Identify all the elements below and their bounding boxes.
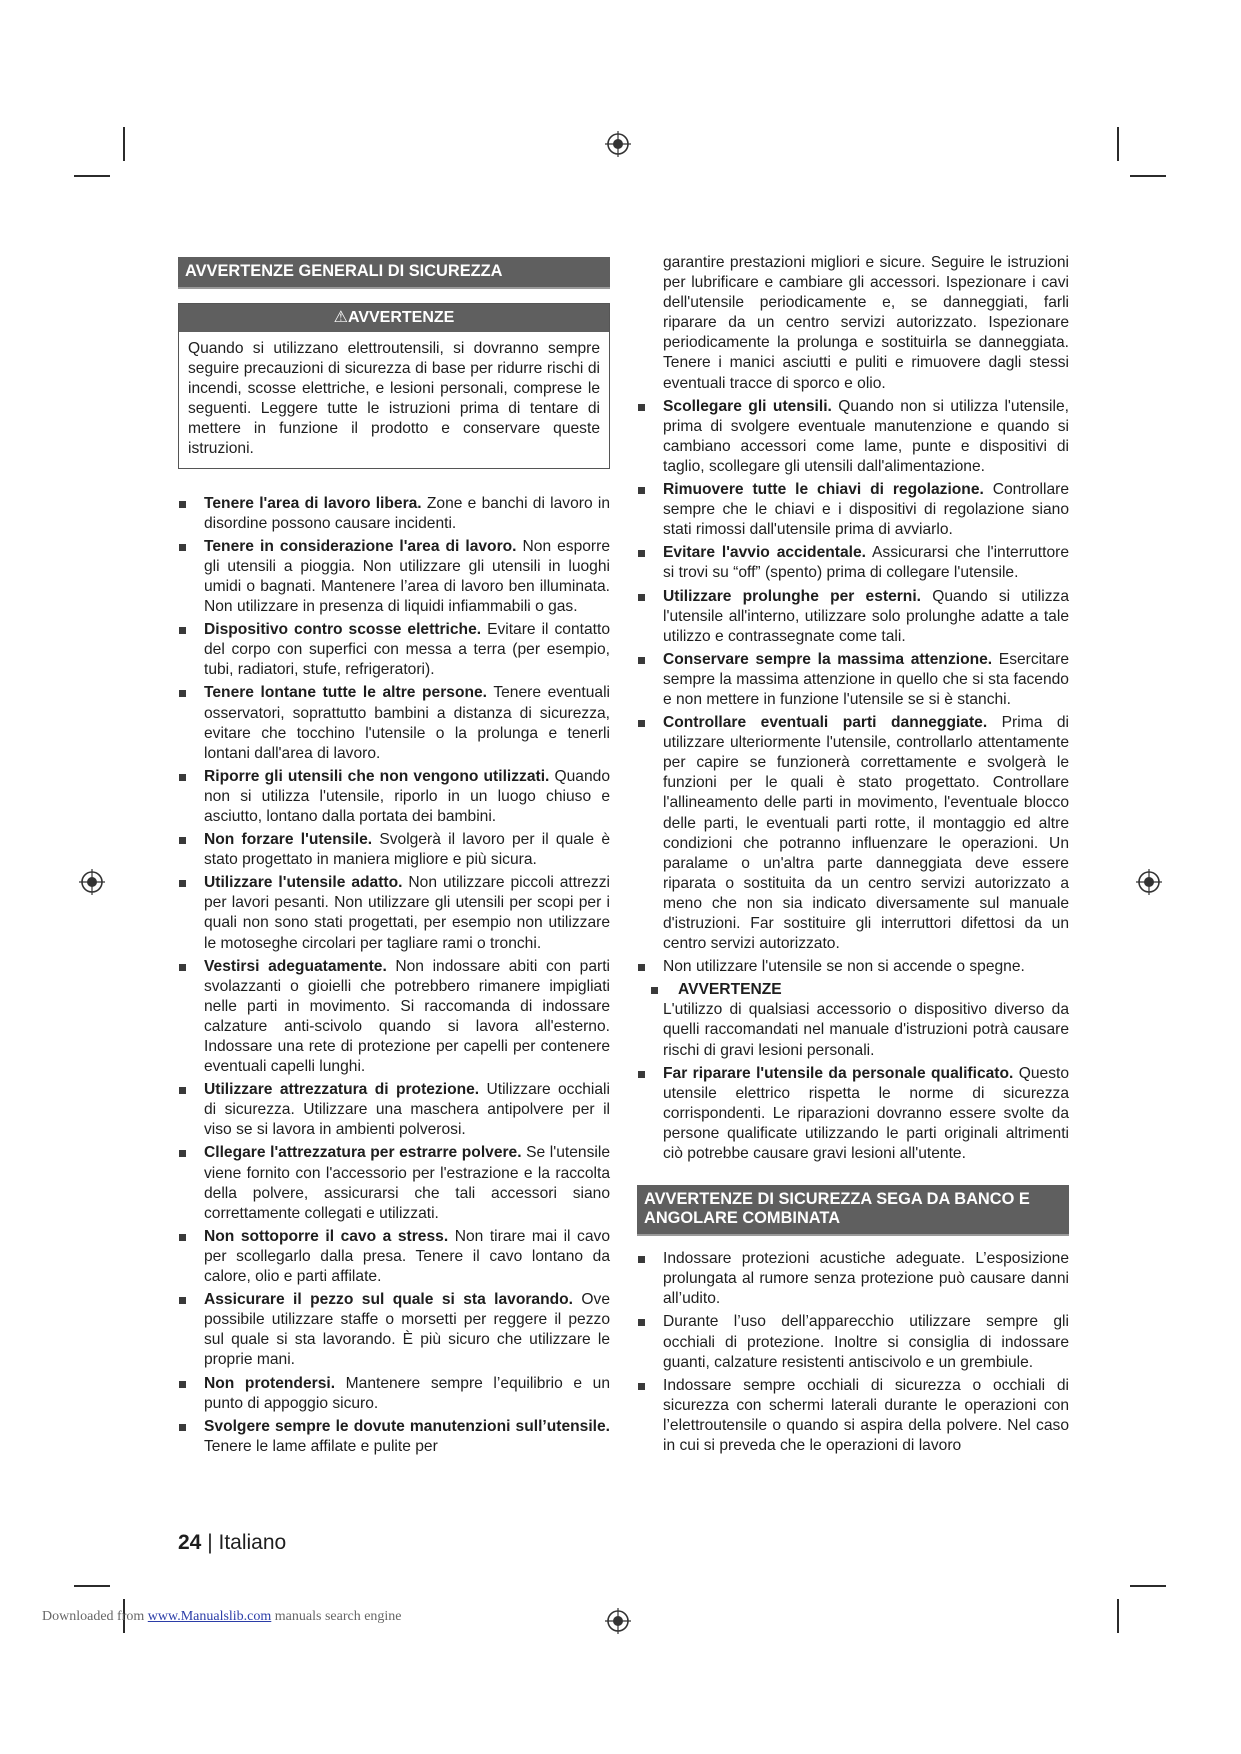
list-item: Dispositivo contro scosse elettriche. Evitare il contatto del corpo con superfici con messa a terra (per esempio, tubi, radiatori, stufe, refrigeratori). [178, 620, 610, 680]
warning-box [178, 303, 610, 469]
list-item: Utilizzare l'utensile adatto. Non utilizzare piccoli attrezzi per lavori pesanti. Non utilizzare gli utensili per scopi per i quali non sono stati progettati, per esempio non utilizzare le motoseghe circolari per tagliare rami o tronchi. [178, 873, 610, 953]
inline-warning-text: L'utilizzo di qualsiasi accessorio o dispositivo diverso da quelli raccomandati nel manuale d'istruzioni potrà causare rischi di gravi lesioni personali. [663, 1001, 1069, 1059]
list-item: Non protendersi. Mantenere sempre l’equilibrio e un punto di appoggio sicuro. [178, 1374, 610, 1414]
list-item: Utilizzare attrezzatura di protezione. Utilizzare occhiali di sicurezza. Utilizzare una maschera antipolvere per il viso se si lavora in ambienti polverosi. [178, 1080, 610, 1140]
list-item: Scollegare gli utensili. Quando non si utilizza l'utensile, prima di svolgere eventuale manutenzione e quando si cambiano accessori come lame, punte e dispositivi di taglio, scollegare gli utensili dall'alimentazione. [637, 397, 1069, 477]
list-item: Assicurare il pezzo sul quale si sta lavorando. Ove possibile utilizzare staffe o morsetti per reggere il pezzo sul quale si sta lavorando. È più sicuro che utilizzare le proprie mani. [178, 1290, 610, 1370]
list-item: Indossare protezioni acustiche adeguate. L’esposizione prolungata al rumore senza protezione può causare danni all’udito. [637, 1249, 1069, 1309]
list-item: Indossare sempre occhiali di sicurezza o occhiali di sicurezza con schermi laterali durante le operazioni con l’elettroutensile o quando si aspira della polvere. Nel caso in cui si preveda che le operazioni di lavoro [637, 1376, 1069, 1456]
section-general-safety-title: AVVERTENZE GENERALI DI SICUREZZA [178, 257, 610, 289]
crop-mark-top-right-v [1117, 127, 1119, 161]
list-item: Tenere in considerazione l'area di lavoro. Non esporre gli utensili a pioggia. Non utilizzare gli utensili in luoghi umidi o bagnati. Mantenere l’area di lavoro ben illuminata. Non utilizzare in presenza di liquidi infiammabili o gas. [178, 537, 610, 617]
saw-safety-list [637, 1249, 1069, 1456]
list-item: Durante l’uso dell’apparecchio utilizzare sempre gli occhiali di protezione. Inoltre si consiglia di indossare guanti, calzature resistenti antiscivolo e un grembiule. [637, 1312, 1069, 1372]
registration-mark-right-icon [1136, 869, 1162, 895]
general-safety-list [178, 494, 610, 1457]
list-item: Evitare l'avvio accidentale. Assicurarsi che l'interruttore si trovi su “off” (spento) prima di collegare l'utensile. [637, 543, 1069, 583]
list-item: Cllegare l'attrezzatura per estrarre polvere. Se l'utensile viene fornito con l'accessorio per l'estrazione e la raccolta della polvere, assicurarsi che tali accessori siano correttamente collegati e utilizzati. [178, 1143, 610, 1223]
list-item: Far riparare l'utensile da personale qualificato. Questo utensile elettrico rispetta le norme di sicurezza corrispondenti. Le riparazioni dovranno essere svolte da persone qualificate utilizzando le parti originali altrimenti ciò potrebbe causare gravi lesioni all'utente. [637, 1064, 1069, 1164]
right-column [637, 253, 1069, 1459]
registration-mark-top-icon [605, 131, 631, 157]
footer-language: Italiano [218, 1531, 287, 1554]
warning-triangle-icon: ⚠ [333, 309, 348, 326]
crop-mark-bottom-right-v [1117, 1599, 1119, 1633]
list-item: Riporre gli utensili che non vengono utilizzati. Quando non si utilizza l'utensile, riporlo in un luogo chiuso e asciutto, lontano dalla portata dei bambini. [178, 767, 610, 827]
general-safety-list-continued [637, 397, 1069, 978]
list-item: Controllare eventuali parti danneggiate. Prima di utilizzare ulteriormente l'utensile, controllarlo attentamente per capire se funzionerà correttamente e svolgerà le funzioni per le quali è stato progettato. Controllare l'allineamento delle parti in movimento, l'eventuale blocco delle parti, le eventuali parti rotte, il montaggio ed altre condizioni che potranno influenzare le operazioni. Un paralame o un'altra parte danneggiata deve essere riparata o sostituita da un centro servizi autorizzato a meno che non sia indicato diversamente sul manuale d'istruzioni. Far sostituire gli interruttori difettosi da un centro servizi autorizzato. [637, 713, 1069, 954]
inline-warning-title: AVVERTENZE [678, 981, 782, 999]
manualslib-link[interactable]: www.Manualslib.com [147, 1609, 272, 1624]
crop-mark-bottom-right-h [1130, 1585, 1166, 1587]
crop-mark-top-left-v [123, 127, 125, 161]
warning-box-text: Quando si utilizzano elettroutensili, si dovranno sempre seguire precauzioni di sicurezza di base per ridurre rischi di incendi, scosse elettriche, e lesioni personali, comprese le seguenti. Leggere tutte le istruzioni prima di tentare di mettere in funzione il prodotto e conservare queste istruzioni. [188, 340, 600, 458]
general-safety-list-end [637, 1064, 1069, 1164]
list-item: Conservare sempre la massima attenzione. Esercitare sempre la massima attenzione in quello che si sta facendo e non mettere in funzione l'utensile se si è stanchi. [637, 650, 1069, 710]
left-column [178, 257, 610, 1460]
list-item: Tenere lontane tutte le altre persone. Tenere eventuali osservatori, soprattutto bambini a distanza di sicurezza, evitare che tocchino l'utensile o la prolunga e tenerli lontani dall'area di lavoro. [178, 683, 610, 763]
page-number: 24 [178, 1531, 202, 1554]
crop-mark-top-left-h [74, 175, 110, 177]
bullet-square-icon [651, 987, 658, 994]
page-footer [178, 1531, 286, 1555]
list-item: Svolgere sempre le dovute manutenzioni sull’utensile. Tenere le lame affilate e pulite per [178, 1417, 610, 1457]
list-item: Non utilizzare l'utensile se non si accende o spegne. [637, 957, 1069, 977]
warning-box-title: AVVERTENZE [347, 309, 455, 326]
footer-separator: | [201, 1531, 219, 1554]
list-item: Rimuovere tutte le chiavi di regolazione. Controllare sempre che le chiavi e i dispositivi di regolazione siano stati rimossi dall'utensile prima di avviarlo. [637, 480, 1069, 540]
list-item: Tenere l'area di lavoro libera. Zone e banchi di lavoro in disordine possono causare incidenti. [178, 494, 610, 534]
section-saw-safety-title: AVVERTENZE DI SICUREZZA SEGA DA BANCO E ANGOLARE COMBINATA [637, 1185, 1069, 1236]
crop-mark-bottom-left-h [74, 1585, 110, 1587]
crop-mark-top-right-h [1130, 175, 1166, 177]
warning-box-header [179, 304, 609, 332]
list-item: Vestirsi adeguatamente. Non indossare abiti con parti svolazzanti o gioielli che potrebbero rimanere impigliati nelle parti in movimento. Si raccomanda di indossare calzature anti-scivolo quando si lavora all'esterno. Indossare una rete di protezione per capelli per contenere eventuali capelli lunghi. [178, 957, 610, 1078]
list-item: Non sottoporre il cavo a stress. Non tirare mai il cavo per scollegarlo dalla presa. Tenere il cavo lontano da calore, olio e parti affilate. [178, 1227, 610, 1287]
list-item: Non forzare l'utensile. Svolgerà il lavoro per il quale è stato progettato in maniera migliore e più sicura. [178, 830, 610, 870]
maintenance-continuation-text: garantire prestazioni migliori e sicure. Seguire le istruzioni per lubrificare e cambiare gli accessori. Ispezionare i cavi dell'utensile periodicamente e, se danneggiati, farli riparare da un centro servizi autorizzato. Ispezionare periodicamente la prolunga e sostituirla se danneggiata. Tenere i manici asciutti e puliti e rimuovere dagli stessi eventuali tracce di sporco e olio. [663, 254, 1069, 392]
list-item: Utilizzare prolunghe per esterni. Quando si utilizza l'utensile all'interno, utilizzare solo prolunghe adatte a tale utilizzo e contrassegnate come tali. [637, 587, 1069, 647]
registration-mark-bottom-icon [605, 1608, 631, 1634]
inline-warning [637, 980, 1069, 1060]
registration-mark-left-icon [79, 869, 105, 895]
download-note: Downloaded from www.Manualslib.com manuals search engine [42, 1609, 402, 1624]
